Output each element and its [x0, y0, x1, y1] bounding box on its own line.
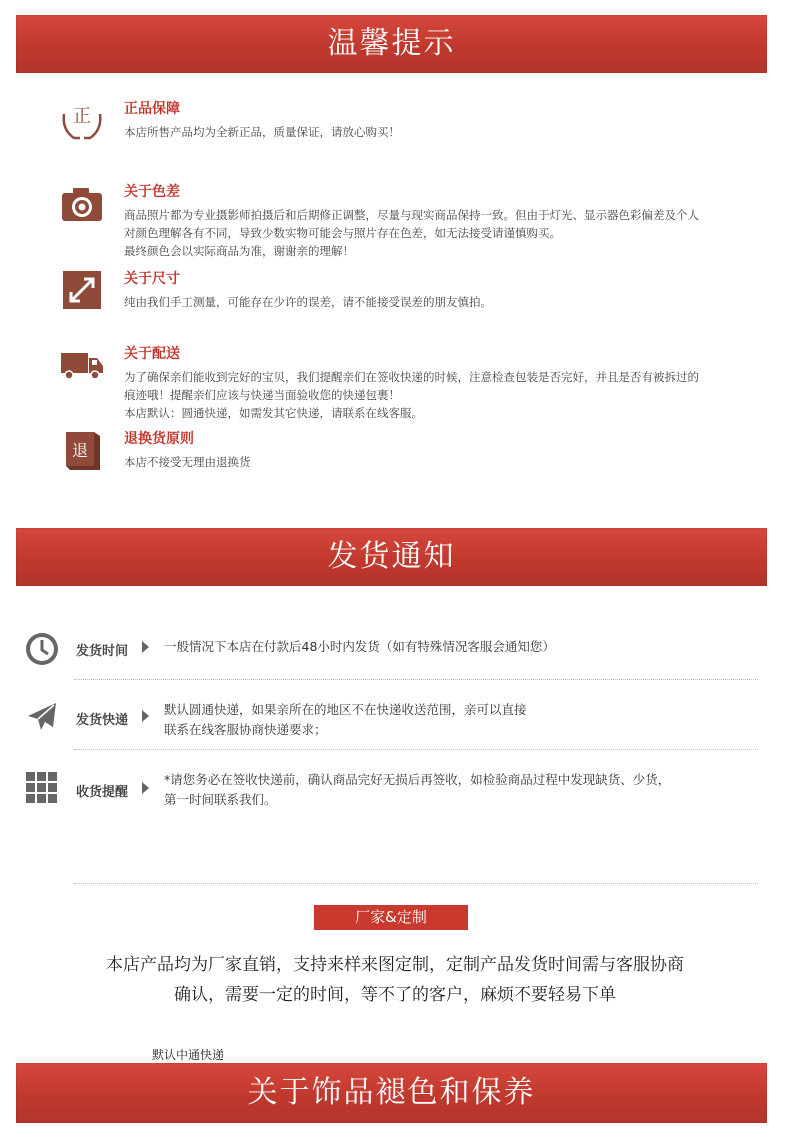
shipping-text — [164, 770, 670, 810]
care-banner-title: 关于饰品褪色和保养 — [247, 1075, 536, 1110]
notice-line: 本店所售产品均为全新正品，质量保证，请放心购买！ — [124, 125, 400, 139]
shipping-line: 默认圆通快递，如果亲所在的地区不在快递收送范围，亲可以直接 — [164, 702, 527, 717]
notice-line: 本店默认：圆通快递，如需发其它快递，请联系在线客服。 — [124, 406, 423, 420]
shipping-line: *请您务必在签收快递前，确认商品完好无损后再签收，如检验商品过程中发现缺货、少货， — [164, 772, 671, 787]
tips-banner — [16, 15, 767, 73]
airplane-icon — [24, 700, 60, 736]
notice-line: 本店不接受无理由退换货 — [124, 455, 251, 469]
shipping-text — [164, 637, 555, 657]
notice-body — [124, 206, 764, 260]
notice-title: 关于配送 — [124, 346, 180, 362]
shipping-banner-title: 发货通知 — [327, 539, 456, 574]
camera-icon — [60, 183, 104, 225]
genuine-hands-icon — [60, 100, 104, 142]
shipping-label: 发货快递 — [76, 713, 129, 728]
notice-line: 纯由我们手工测量，可能存在少许的误差，请不能接受误差的朋友慎拍。 — [124, 295, 492, 309]
genuine-glyph: 正 — [73, 106, 91, 127]
shipping-banner — [16, 528, 767, 586]
truck-icon — [60, 345, 104, 387]
shipping-line: 联系在线客服协商快递要求； — [164, 722, 327, 737]
notice-line: 对颜色理解各有不同，导致少数实物可能会与照片存在色差，如无法接受请谨慎购买。 — [124, 226, 561, 240]
care-banner — [16, 1063, 767, 1123]
notice-line: 为了确保亲们能收到完好的宝贝，我们提醒亲们在签收快递的时候，注意检查包装是否完好，并且是否有被拆过的 — [124, 370, 699, 384]
shipping-line: 一般情况下本店在付款后48小时内发货（如有特殊情况客服会通知您） — [164, 639, 555, 654]
arrow-right-icon — [142, 782, 149, 794]
custom-line: 确认，需要一定的时间，等不了的客户，麻烦不要轻易下单 — [174, 985, 616, 1005]
divider — [74, 679, 758, 680]
divider — [74, 749, 758, 750]
default-courier-note: 默认中通快递 — [152, 1048, 225, 1062]
notice-body — [124, 293, 764, 311]
return-book-icon — [60, 430, 104, 472]
clock-icon — [24, 631, 60, 667]
tips-banner-title: 温馨提示 — [327, 26, 456, 61]
custom-tag: 厂家&定制 — [314, 905, 468, 930]
arrow-right-icon — [142, 641, 149, 653]
notice-body — [124, 368, 764, 422]
shipping-label: 发货时间 — [76, 644, 129, 659]
notice-body — [124, 453, 764, 471]
notice-line: 商品照片都为专业摄影师拍摄后和后期修正调整，尽量与现实商品保持一致。但由于灯光、显示器色彩偏差及个人 — [124, 208, 699, 222]
shipping-text — [164, 700, 527, 740]
notice-title: 关于尺寸 — [124, 271, 180, 287]
notice-line: 痕迹哦！提醒亲们应该与快递当面验收您的快递包裹！ — [124, 388, 400, 402]
return-glyph: 退 — [71, 441, 89, 460]
divider — [74, 883, 758, 884]
custom-description — [0, 950, 790, 1010]
grid-icon — [24, 770, 60, 806]
notice-line: 最终颜色会以实际商品为准，谢谢亲的理解！ — [124, 244, 354, 258]
notice-title: 正品保障 — [124, 101, 180, 117]
notice-title: 关于色差 — [124, 184, 180, 200]
arrow-right-icon — [142, 710, 149, 722]
shipping-line: 第一时间联系我们。 — [164, 792, 277, 807]
custom-line: 本店产品均为厂家直销，支持来样来图定制，定制产品发货时间需与客服协商 — [106, 955, 684, 975]
shipping-label: 收货提醒 — [76, 785, 129, 800]
notice-body — [124, 123, 764, 141]
resize-arrow-icon — [60, 270, 104, 312]
notice-title: 退换货原则 — [124, 431, 194, 447]
